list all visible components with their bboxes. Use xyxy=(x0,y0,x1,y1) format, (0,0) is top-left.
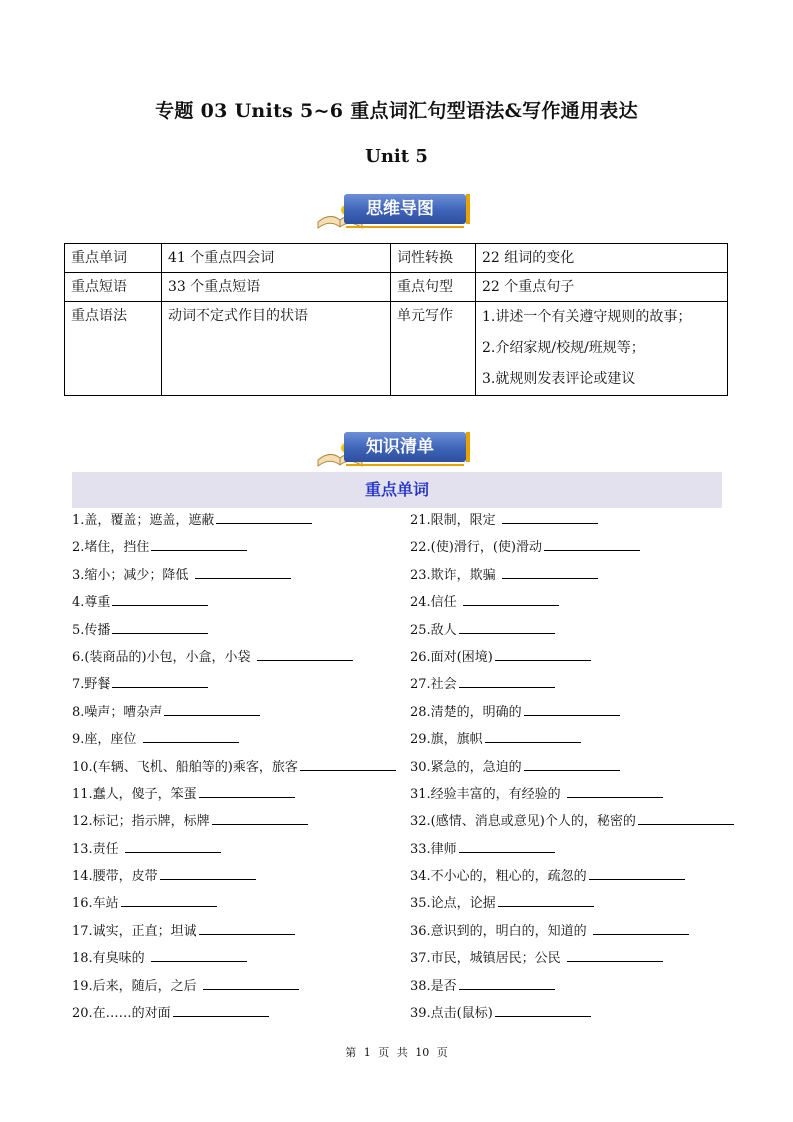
vocab-prompt: 39.点击(鼠标) xyxy=(410,1006,493,1022)
table-cell: 词性转换 xyxy=(391,244,476,273)
vocab-prompt: 8.噪声；嘈杂声 xyxy=(72,704,163,720)
banner-underline xyxy=(346,464,464,466)
vocab-prompt: 1.盖，覆盖；遮盖，遮蔽 xyxy=(72,513,215,528)
list-item xyxy=(410,590,732,617)
table-cell: 重点句型 xyxy=(391,273,476,302)
knowledge-list-banner xyxy=(316,430,476,470)
vocab-prompt: 36.意识到的，明白的，知道的 xyxy=(410,923,591,939)
list-item xyxy=(410,864,732,891)
vocab-prompt: 29.旗，旗帜 xyxy=(410,732,483,748)
answer-blank[interactable] xyxy=(502,564,598,579)
answer-blank[interactable] xyxy=(143,728,239,743)
table-cell: 单元写作 xyxy=(391,302,476,396)
answer-blank[interactable] xyxy=(212,810,308,825)
answer-blank[interactable] xyxy=(589,865,685,880)
writing-task: 2.介绍家规/校规/班规等； xyxy=(482,340,645,356)
vocab-prompt: 3.缩小；减少；降低 xyxy=(72,567,193,583)
vocab-prompt: 7.野餐 xyxy=(72,677,111,693)
vocab-prompt: 10.(车辆、飞机、船舶等的)乘客，旅客 xyxy=(72,759,298,775)
list-item xyxy=(72,809,410,836)
list-item xyxy=(72,919,410,946)
vocab-prompt: 9.座，座位 xyxy=(72,732,141,748)
list-item xyxy=(72,946,410,973)
answer-blank[interactable] xyxy=(160,865,256,880)
answer-blank[interactable] xyxy=(112,619,208,634)
answer-blank[interactable] xyxy=(151,536,247,551)
table-cell: 动词不定式作目的状语 xyxy=(162,302,391,396)
list-item xyxy=(410,1001,732,1028)
answer-blank[interactable] xyxy=(495,1002,591,1017)
answer-blank[interactable] xyxy=(216,509,312,524)
answer-blank[interactable] xyxy=(544,536,640,551)
list-item xyxy=(410,891,732,918)
answer-blank[interactable] xyxy=(638,810,734,825)
mindmap-banner xyxy=(316,192,476,232)
list-item xyxy=(72,645,410,672)
answer-blank[interactable] xyxy=(125,838,221,853)
table-cell: 重点语法 xyxy=(65,302,162,396)
list-item xyxy=(72,727,410,754)
list-item xyxy=(410,837,732,864)
answer-blank[interactable] xyxy=(593,920,689,935)
table-cell: 重点短语 xyxy=(65,273,162,302)
list-item xyxy=(72,618,410,645)
vocab-prompt: 31.经验丰富的，有经验的 xyxy=(410,786,565,802)
unit-heading: Unit 5 xyxy=(365,146,428,167)
answer-blank[interactable] xyxy=(112,673,208,688)
answer-blank[interactable] xyxy=(495,646,591,661)
banner-underline xyxy=(346,226,464,228)
list-item xyxy=(72,508,410,535)
list-item xyxy=(410,672,732,699)
vocab-prompt: 17.诚实，正直；坦诚 xyxy=(72,923,197,939)
table-row xyxy=(65,244,728,273)
mindmap-banner-label: 思维导图 xyxy=(344,194,466,224)
list-item xyxy=(72,891,410,918)
answer-blank[interactable] xyxy=(524,756,620,771)
answer-blank[interactable] xyxy=(485,728,581,743)
list-item xyxy=(410,782,732,809)
vocab-prompt: 4.尊重 xyxy=(72,595,111,611)
overview-table xyxy=(64,243,728,396)
table-cell: 22 个重点句子 xyxy=(476,273,728,302)
vocab-prompt: 28.清楚的，明确的 xyxy=(410,704,522,720)
writing-tasks-cell xyxy=(476,302,728,396)
answer-blank[interactable] xyxy=(524,701,620,716)
vocab-prompt: 27.社会 xyxy=(410,677,457,693)
list-item xyxy=(72,864,410,891)
list-item xyxy=(410,809,732,836)
vocab-prompt: 30.紧急的，急迫的 xyxy=(410,759,522,775)
vocab-prompt: 25.敌人 xyxy=(410,622,457,638)
answer-blank[interactable] xyxy=(463,591,559,606)
answer-blank[interactable] xyxy=(203,975,299,990)
answer-blank[interactable] xyxy=(164,701,260,716)
vocab-prompt: 2.堵住，挡住 xyxy=(72,540,150,556)
answer-blank[interactable] xyxy=(173,1002,269,1017)
table-cell: 重点单词 xyxy=(65,244,162,273)
list-item xyxy=(410,919,732,946)
page-footer: 第 1 页 共 10 页 xyxy=(345,1046,448,1059)
table-row xyxy=(65,273,728,302)
writing-task: 3.就规则发表评论或建议 xyxy=(482,371,636,387)
table-row xyxy=(65,302,728,396)
answer-blank[interactable] xyxy=(459,673,555,688)
vocab-prompt: 32.(感情、消息或意见)个人的，秘密的 xyxy=(410,814,636,830)
list-item xyxy=(410,700,732,727)
answer-blank[interactable] xyxy=(498,892,594,907)
answer-blank[interactable] xyxy=(567,947,663,962)
vocab-prompt: 5.传播 xyxy=(72,622,111,638)
vocab-prompt: 38.是否 xyxy=(410,978,457,994)
vocab-prompt: 22.(使)滑行，(使)滑动 xyxy=(410,540,542,556)
list-item xyxy=(72,672,410,699)
vocab-prompt: 37.市民，城镇居民；公民 xyxy=(410,951,565,967)
writing-task: 1.讲述一个有关遵守规则的故事； xyxy=(482,309,692,325)
vocab-prompt: 26.面对(困境) xyxy=(410,649,493,665)
vocab-prompt: 12.标记；指示牌，标牌 xyxy=(72,814,210,830)
list-item xyxy=(410,535,732,562)
vocab-prompt: 21.限制，限定 xyxy=(410,513,500,528)
table-cell: 33 个重点短语 xyxy=(162,273,391,302)
answer-blank[interactable] xyxy=(502,509,598,524)
vocab-prompt: 24.信任 xyxy=(410,595,461,611)
vocab-prompt: 18.有臭味的 xyxy=(72,951,149,967)
table-cell: 41 个重点四会词 xyxy=(162,244,391,273)
list-item xyxy=(72,755,410,782)
list-item xyxy=(410,645,732,672)
vocab-prompt: 35.论点，论据 xyxy=(410,896,496,912)
answer-blank[interactable] xyxy=(199,920,295,935)
vocab-prompt: 13.责任 xyxy=(72,841,123,857)
list-item xyxy=(72,1001,410,1028)
list-item xyxy=(410,618,732,645)
list-item xyxy=(72,974,410,1001)
table-cell: 22 组词的变化 xyxy=(476,244,728,273)
vocab-prompt: 20.在……的对面 xyxy=(72,1006,171,1022)
answer-blank[interactable] xyxy=(459,838,555,853)
answer-blank[interactable] xyxy=(300,756,396,771)
section-heading: 重点单词 xyxy=(72,472,722,508)
list-item xyxy=(72,563,410,590)
answer-blank[interactable] xyxy=(257,646,353,661)
list-item xyxy=(410,946,732,973)
list-item xyxy=(72,590,410,617)
answer-blank[interactable] xyxy=(121,892,217,907)
answer-blank[interactable] xyxy=(567,783,663,798)
vocab-prompt: 34.不小心的，粗心的，疏忽的 xyxy=(410,869,587,885)
vocab-prompt: 33.律师 xyxy=(410,841,457,857)
list-item xyxy=(72,535,410,562)
list-item xyxy=(72,782,410,809)
vocab-list xyxy=(72,508,732,1028)
knowledge-list-banner-label: 知识清单 xyxy=(344,432,466,462)
list-item xyxy=(410,563,732,590)
answer-blank[interactable] xyxy=(112,591,208,606)
answer-blank[interactable] xyxy=(459,619,555,634)
list-item xyxy=(410,755,732,782)
answer-blank[interactable] xyxy=(199,783,295,798)
vocab-prompt: 19.后来，随后，之后 xyxy=(72,978,201,994)
list-item xyxy=(72,837,410,864)
document-title: 专题 03 Units 5~6 重点词汇句型语法&写作通用表达 xyxy=(155,100,638,122)
list-item xyxy=(410,508,732,535)
vocab-prompt: 6.(装商品的)小包，小盒，小袋 xyxy=(72,649,255,665)
vocab-prompt: 11.蠢人，傻子，笨蛋 xyxy=(72,786,197,802)
answer-blank[interactable] xyxy=(151,947,247,962)
list-item xyxy=(72,700,410,727)
vocab-prompt: 14.腰带，皮带 xyxy=(72,869,158,885)
vocab-prompt: 23.欺诈，欺骗 xyxy=(410,567,500,583)
list-item xyxy=(410,974,732,1001)
list-item xyxy=(410,727,732,754)
vocab-prompt: 16.车站 xyxy=(72,896,119,912)
answer-blank[interactable] xyxy=(459,975,555,990)
answer-blank[interactable] xyxy=(195,564,291,579)
